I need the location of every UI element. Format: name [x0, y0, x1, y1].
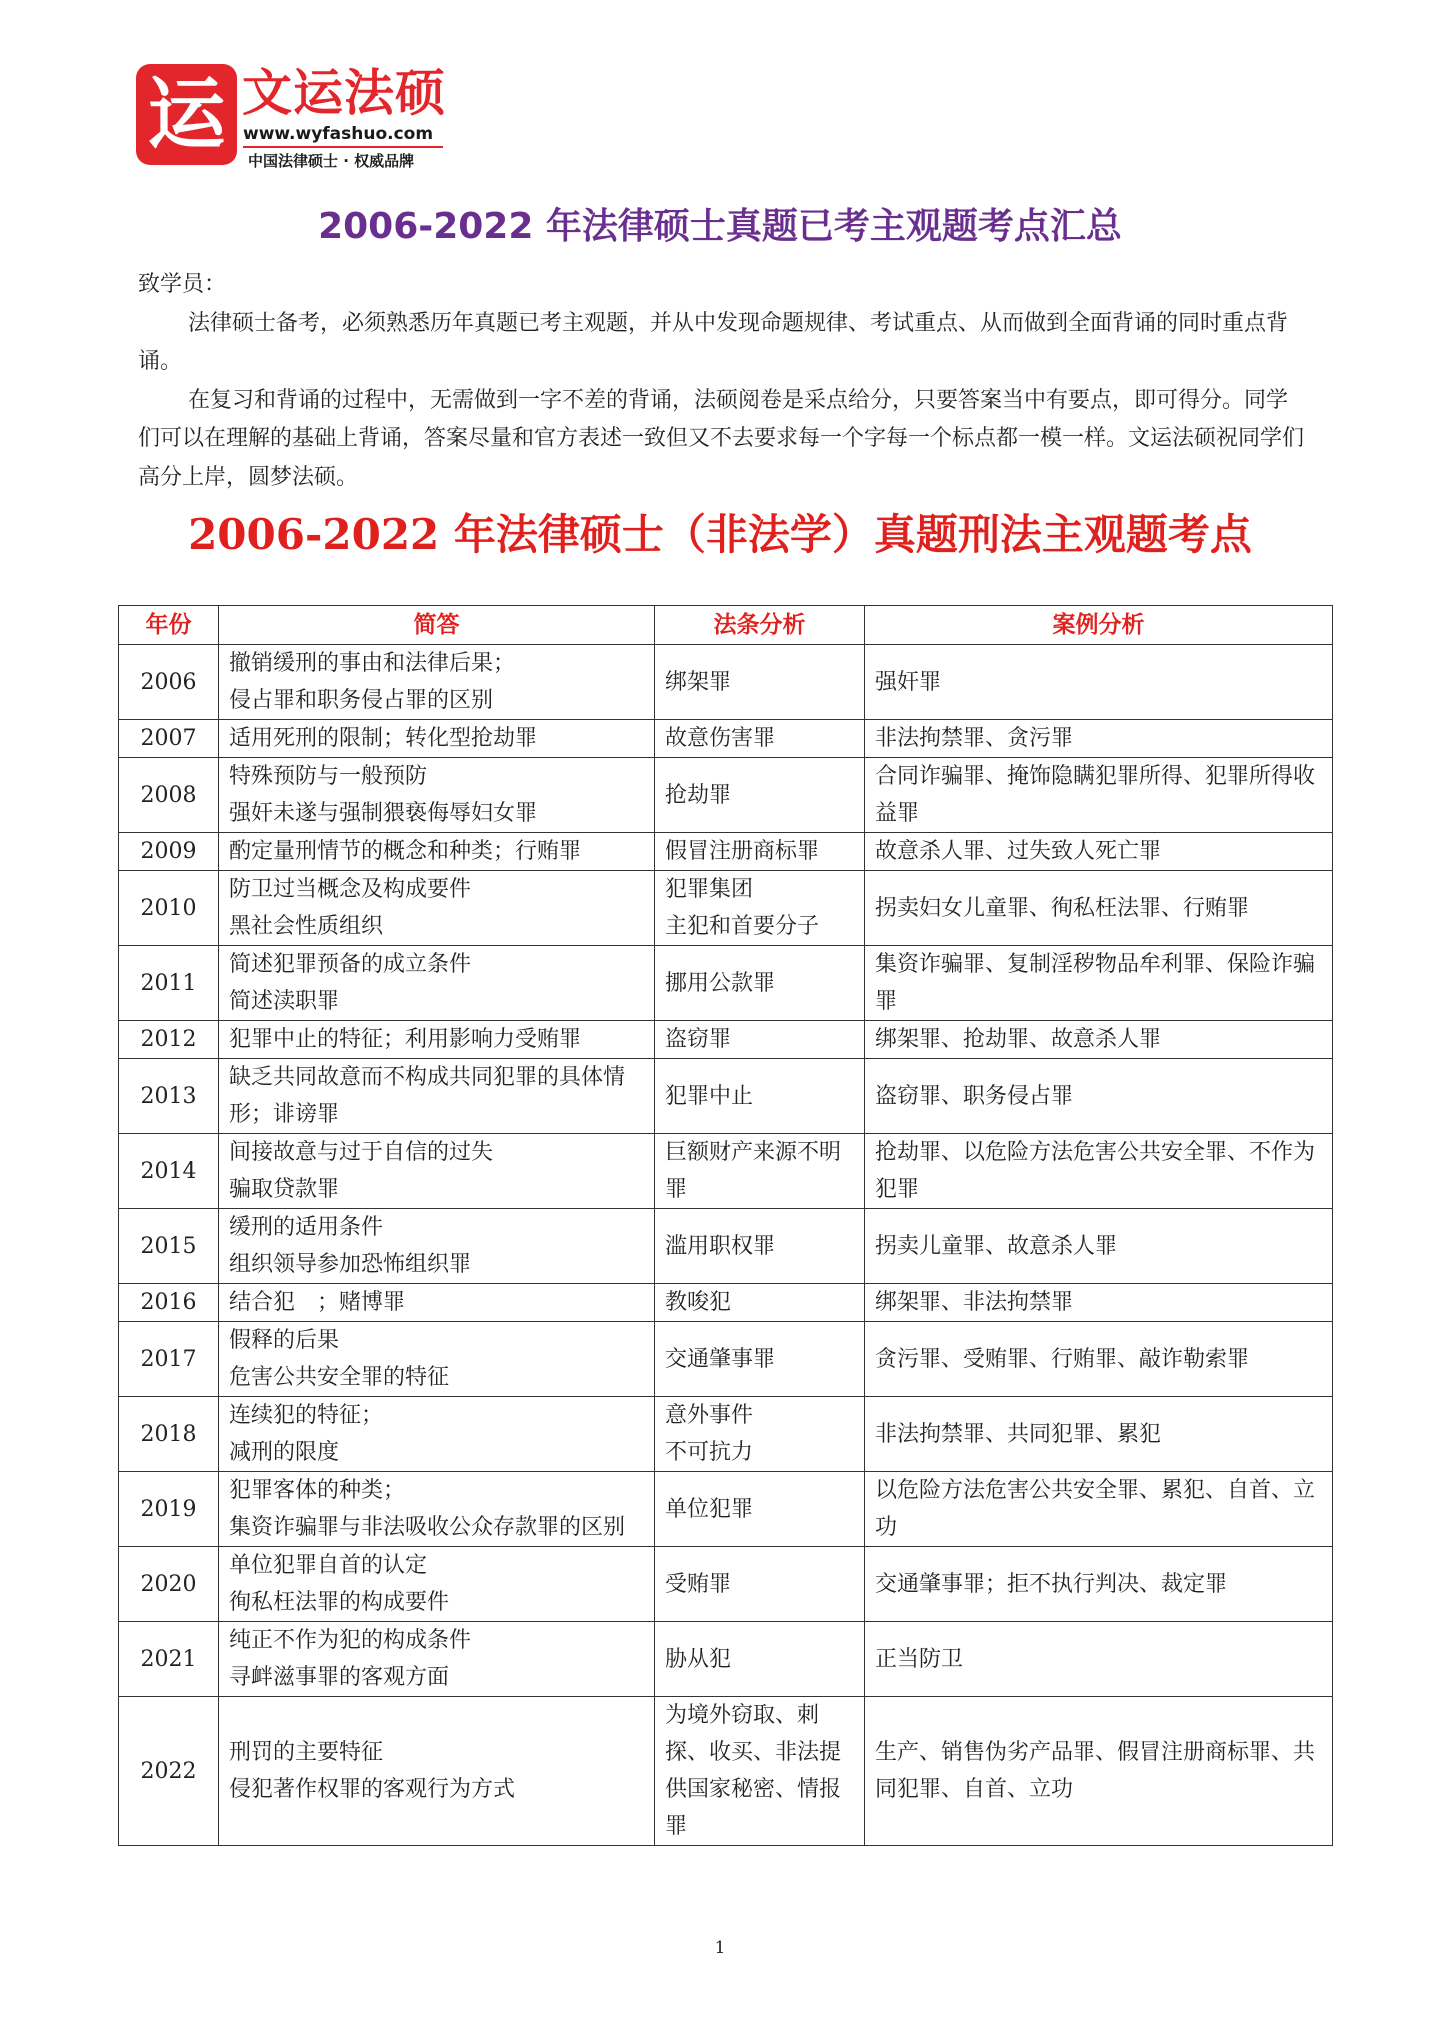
case-analysis-cell-line: 绑架罪、抢劫罪、故意杀人罪 [875, 1027, 1162, 1052]
short-answer-cell [219, 946, 655, 1021]
case-analysis-cell [865, 1322, 1333, 1397]
case-analysis-cell [865, 871, 1333, 946]
short-answer-cell [219, 1547, 655, 1622]
law-analysis-cell [655, 946, 865, 1021]
law-analysis-cell [655, 1397, 865, 1472]
table-row [119, 1059, 1333, 1134]
year-cell: 2008 [119, 758, 219, 833]
short-answer-cell [219, 758, 655, 833]
table-row [119, 720, 1333, 758]
header-law-analysis: 法条分析 [655, 606, 865, 645]
short-answer-cell-line: 假释的后果 [229, 1328, 340, 1353]
table-row [119, 645, 1333, 720]
short-answer-cell [219, 1397, 655, 1472]
case-analysis-cell [865, 1697, 1333, 1846]
case-analysis-cell-line: 交通肇事罪；拒不执行判决、裁定罪 [875, 1571, 1228, 1597]
exam-topics-table [118, 605, 1333, 1846]
logo-badge-icon [136, 64, 237, 165]
logo-name: 文运法硕 [242, 64, 446, 122]
case-analysis-cell-line: 故意杀人罪、过失致人死亡罪 [875, 839, 1162, 864]
year-cell: 2013 [119, 1059, 219, 1134]
law-analysis-cell [655, 1472, 865, 1547]
law-analysis-cell-line: 为境外窃取、刺探、收买、非法提供国家秘密、情报罪 [665, 1703, 842, 1839]
short-answer-cell-line: 撤销缓刑的事由和法律后果； [229, 651, 516, 676]
law-analysis-cell-line: 主犯和首要分子 [665, 914, 820, 939]
case-analysis-cell-line: 拐卖妇女儿童罪、徇私枉法罪、行贿罪 [875, 895, 1250, 921]
short-answer-cell-line: 犯罪中止的特征；利用影响力受贿罪 [229, 1027, 582, 1052]
short-answer-cell [219, 1472, 655, 1547]
short-answer-cell-line: 单位犯罪自首的认定 [229, 1553, 428, 1578]
short-answer-cell-line: 集资诈骗罪与非法吸收公众存款罪的区别 [229, 1515, 626, 1540]
case-analysis-cell-line: 正当防卫 [875, 1646, 964, 1672]
law-analysis-cell [655, 1059, 865, 1134]
short-answer-cell-line: 间接故意与过于自信的过失 [229, 1140, 494, 1165]
case-analysis-cell-line: 生产、销售伪劣产品罪、假冒注册商标罪、共同犯罪、自首、立功 [875, 1740, 1316, 1802]
short-answer-cell-line: 黑社会性质组织 [229, 914, 384, 939]
law-analysis-cell [655, 720, 865, 758]
case-analysis-cell [865, 946, 1333, 1021]
short-answer-cell [219, 720, 655, 758]
table-row [119, 1322, 1333, 1397]
short-answer-cell [219, 833, 655, 871]
document-title: 2006-2022 年法律硕士真题已考主观题考点汇总 [318, 206, 1122, 247]
case-analysis-cell [865, 1021, 1333, 1059]
case-analysis-cell-line: 贪污罪、受贿罪、行贿罪、敲诈勒索罪 [875, 1346, 1250, 1372]
law-analysis-cell [655, 871, 865, 946]
year-cell: 2007 [119, 720, 219, 758]
law-analysis-cell-line: 不可抗力 [665, 1440, 754, 1465]
logo-slogan: 中国法律硕士 · 权威品牌 [248, 152, 415, 170]
law-analysis-cell-line: 单位犯罪 [665, 1496, 754, 1522]
table-row [119, 1021, 1333, 1059]
section-title: 2006-2022 年法律硕士（非法学）真题刑法主观题考点 [188, 510, 1252, 559]
case-analysis-cell [865, 1397, 1333, 1472]
short-answer-cell [219, 1322, 655, 1397]
table-row [119, 833, 1333, 871]
law-analysis-cell-line: 交通肇事罪 [665, 1346, 776, 1372]
year-cell: 2018 [119, 1397, 219, 1472]
short-answer-cell [219, 1134, 655, 1209]
short-answer-cell [219, 645, 655, 720]
case-analysis-cell-line: 绑架罪、非法拘禁罪 [875, 1290, 1074, 1315]
case-analysis-cell-line: 集资诈骗罪、复制淫秽物品牟利罪、保险诈骗罪 [875, 952, 1316, 1014]
case-analysis-cell [865, 1059, 1333, 1134]
short-answer-cell-line: 缺乏共同故意而不构成共同犯罪的具体情形；诽谤罪 [229, 1065, 626, 1127]
short-answer-cell-line: 简述犯罪预备的成立条件 [229, 952, 472, 977]
table-row [119, 946, 1333, 1021]
year-cell: 2012 [119, 1021, 219, 1059]
law-analysis-cell-line: 滥用职权罪 [665, 1233, 776, 1259]
header-short-answer: 简答 [219, 606, 655, 645]
short-answer-cell [219, 871, 655, 946]
year-cell: 2020 [119, 1547, 219, 1622]
year-cell: 2021 [119, 1622, 219, 1697]
short-answer-cell-line: 侵犯著作权罪的客观行为方式 [229, 1777, 516, 1802]
case-analysis-cell-line: 非法拘禁罪、贪污罪 [875, 726, 1074, 751]
law-analysis-cell-line: 巨额财产来源不明罪 [665, 1140, 842, 1202]
year-cell: 2010 [119, 871, 219, 946]
short-answer-cell [219, 1697, 655, 1846]
case-analysis-cell-line: 强奸罪 [875, 669, 942, 695]
short-answer-cell-line: 简述渎职罪 [229, 989, 340, 1014]
year-cell: 2017 [119, 1322, 219, 1397]
table-row [119, 1209, 1333, 1284]
law-analysis-cell-line: 盗窃罪 [665, 1027, 732, 1052]
case-analysis-cell [865, 645, 1333, 720]
intro-salutation: 致学员： [138, 272, 227, 297]
short-answer-cell [219, 1021, 655, 1059]
logo-divider [243, 146, 443, 148]
law-analysis-cell [655, 645, 865, 720]
short-answer-cell-line: 适用死刑的限制；转化型抢劫罪 [229, 726, 538, 751]
short-answer-cell-line: 缓刑的适用条件 [229, 1215, 384, 1240]
table-row [119, 758, 1333, 833]
short-answer-cell-line: 寻衅滋事罪的客观方面 [229, 1665, 450, 1690]
page-number: 1 [714, 1938, 726, 1958]
law-analysis-cell [655, 1547, 865, 1622]
case-analysis-cell [865, 1134, 1333, 1209]
case-analysis-cell [865, 720, 1333, 758]
case-analysis-cell-line: 抢劫罪、以危险方法危害公共安全罪、不作为犯罪 [875, 1140, 1316, 1202]
intro-letter [138, 266, 1308, 497]
law-analysis-cell [655, 1622, 865, 1697]
short-answer-cell-line: 危害公共安全罪的特征 [229, 1365, 450, 1390]
case-analysis-cell-line: 拐卖儿童罪、故意杀人罪 [875, 1233, 1118, 1259]
short-answer-cell [219, 1209, 655, 1284]
short-answer-cell-line: 减刑的限度 [229, 1440, 340, 1465]
case-analysis-cell-line: 非法拘禁罪、共同犯罪、累犯 [875, 1421, 1162, 1447]
law-analysis-cell [655, 1209, 865, 1284]
year-cell: 2019 [119, 1472, 219, 1547]
law-analysis-cell-line: 犯罪中止 [665, 1083, 754, 1109]
table-header-row [119, 606, 1333, 645]
case-analysis-cell [865, 758, 1333, 833]
short-answer-cell-line: 刑罚的主要特征 [229, 1740, 384, 1765]
short-answer-cell-line: 侵占罪和职务侵占罪的区别 [229, 688, 494, 713]
law-analysis-cell-line: 故意伤害罪 [665, 726, 776, 751]
table-body [119, 645, 1333, 1846]
year-cell: 2014 [119, 1134, 219, 1209]
law-analysis-cell-line: 教唆犯 [665, 1290, 732, 1315]
table-row [119, 1134, 1333, 1209]
short-answer-cell-line: 组织领导参加恐怖组织罪 [229, 1252, 472, 1277]
law-analysis-cell [655, 1322, 865, 1397]
case-analysis-cell [865, 1284, 1333, 1322]
case-analysis-cell [865, 1547, 1333, 1622]
law-analysis-cell-line: 挪用公款罪 [665, 970, 776, 996]
case-analysis-cell-line: 盗窃罪、职务侵占罪 [875, 1083, 1074, 1109]
short-answer-cell [219, 1059, 655, 1134]
law-analysis-cell [655, 833, 865, 871]
law-analysis-cell-line: 犯罪集团 [665, 877, 754, 902]
year-cell: 2016 [119, 1284, 219, 1322]
law-analysis-cell [655, 1697, 865, 1846]
short-answer-cell [219, 1622, 655, 1697]
short-answer-cell-line: 结合犯 ；赌博罪 [229, 1290, 406, 1315]
year-cell: 2022 [119, 1697, 219, 1846]
short-answer-cell-line: 强奸未遂与强制猥亵侮辱妇女罪 [229, 801, 538, 826]
short-answer-cell-line: 酌定量刑情节的概念和种类；行贿罪 [229, 839, 582, 864]
year-cell: 2006 [119, 645, 219, 720]
header-year: 年份 [119, 606, 219, 645]
short-answer-cell-line: 徇私枉法罪的构成要件 [229, 1590, 450, 1615]
case-analysis-cell [865, 1622, 1333, 1697]
law-analysis-cell-line: 受贿罪 [665, 1571, 732, 1597]
law-analysis-cell-line: 假冒注册商标罪 [665, 839, 820, 864]
intro-paragraph-2: 在复习和背诵的过程中，无需做到一字不差的背诵，法硕阅卷是采点给分，只要答案当中有要点，即可得分。同学们可以在理解的基础上背诵，答案尽量和官方表述一致但又不去要求每一个字每一个标点都一模一样。文运法硕祝同学们高分上岸，圆梦法硕。 [138, 387, 1305, 490]
law-analysis-cell-line: 意外事件 [665, 1403, 754, 1428]
year-cell: 2015 [119, 1209, 219, 1284]
law-analysis-cell-line: 绑架罪 [665, 669, 732, 695]
short-answer-cell-line: 连续犯的特征； [229, 1403, 384, 1428]
short-answer-cell [219, 1284, 655, 1322]
table-row [119, 871, 1333, 946]
logo-url: www.wyfashuo.com [243, 124, 434, 144]
table-row [119, 1547, 1333, 1622]
case-analysis-cell-line: 以危险方法危害公共安全罪、累犯、自首、立功 [875, 1478, 1316, 1540]
year-cell: 2009 [119, 833, 219, 871]
case-analysis-cell [865, 1472, 1333, 1547]
table-row [119, 1697, 1333, 1846]
law-analysis-cell [655, 1284, 865, 1322]
case-analysis-cell-line: 合同诈骗罪、掩饰隐瞒犯罪所得、犯罪所得收益罪 [875, 764, 1316, 826]
short-answer-cell-line: 特殊预防与一般预防 [229, 764, 428, 789]
table-row [119, 1472, 1333, 1547]
case-analysis-cell [865, 833, 1333, 871]
table-row [119, 1284, 1333, 1322]
law-analysis-cell-line: 抢劫罪 [665, 782, 732, 808]
law-analysis-cell [655, 1134, 865, 1209]
table-row [119, 1397, 1333, 1472]
short-answer-cell-line: 纯正不作为犯的构成条件 [229, 1628, 472, 1653]
brand-logo [136, 64, 446, 172]
table-row [119, 1622, 1333, 1697]
short-answer-cell-line: 犯罪客体的种类； [229, 1478, 406, 1503]
short-answer-cell-line: 骗取贷款罪 [229, 1177, 340, 1202]
year-cell: 2011 [119, 946, 219, 1021]
law-analysis-cell [655, 1021, 865, 1059]
law-analysis-cell-line: 胁从犯 [665, 1646, 732, 1672]
short-answer-cell-line: 防卫过当概念及构成要件 [229, 877, 472, 902]
case-analysis-cell [865, 1209, 1333, 1284]
logo-badge-char: 运 [147, 68, 226, 160]
header-case-analysis: 案例分析 [865, 606, 1333, 645]
law-analysis-cell [655, 758, 865, 833]
intro-paragraph-1: 法律硕士备考，必须熟悉历年真题已考主观题，并从中发现命题规律、考试重点、从而做到全面背诵的同时重点背诵。 [138, 310, 1289, 374]
